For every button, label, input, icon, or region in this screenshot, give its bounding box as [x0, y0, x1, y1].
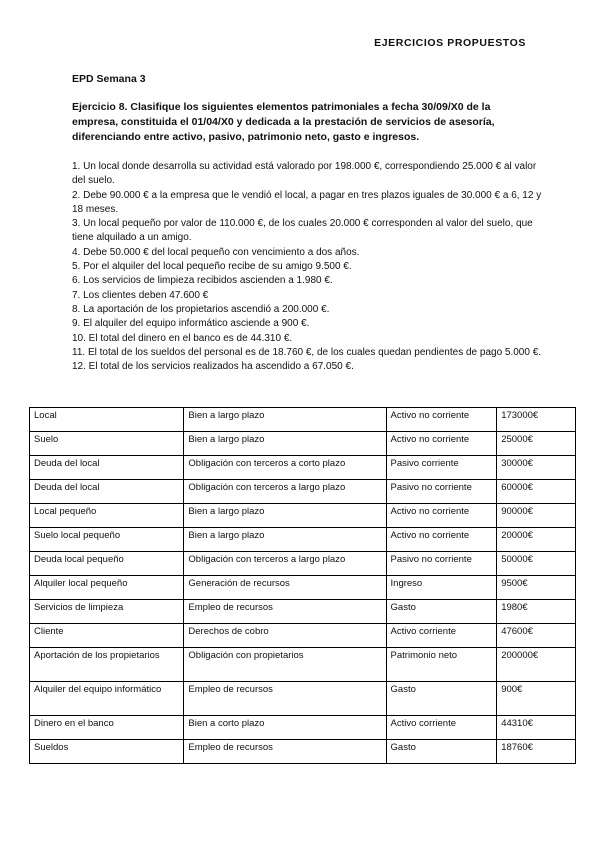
classification-cell: Activo no corriente — [386, 528, 497, 552]
week-label: EPD Semana 3 — [72, 73, 146, 85]
amount-cell: 1980€ — [497, 600, 576, 624]
list-item: 6. Los servicios de limpieza recibidos ascienden a 1.980 €. — [72, 275, 333, 287]
amount-cell: 18760€ — [497, 740, 576, 764]
table-row — [30, 682, 576, 716]
classification-table — [29, 407, 576, 764]
amount-cell: 25000€ — [497, 432, 576, 456]
description-cell: Bien a largo plazo — [184, 408, 386, 432]
amount-cell: 9500€ — [497, 576, 576, 600]
element-cell: Deuda del local — [30, 480, 184, 504]
exercise-statement: Ejercicio 8. Clasifique los siguientes elementos patrimoniales a fecha 30/09/X0 de la empresa, constituida el 01/04/X0 y dedicada a la prestación de servicios de asesoría, diferenciando entre activo, pasivo, patrimonio neto, gasto e ingresos. — [72, 101, 495, 143]
list-item: 2. Debe 90.000 € a la empresa que le vendió el local, a pagar en tres plazos iguales de 30.000 € a 6, 12 y 18 meses. — [72, 189, 542, 215]
amount-cell: 60000€ — [497, 480, 576, 504]
classification-cell: Gasto — [386, 600, 497, 624]
list-item: 10. El total del dinero en el banco es de 44.310 €. — [72, 332, 293, 344]
table-row — [30, 552, 576, 576]
description-cell: Bien a largo plazo — [184, 528, 386, 552]
element-cell: Servicios de limpieza — [30, 600, 184, 624]
table-row — [30, 528, 576, 552]
table-row — [30, 740, 576, 764]
list-item: 3. Un local pequeño por valor de 110.000 €, de los cuales 20.000 € corresponden al valor del suelo, que tiene alquilado a un amigo. — [72, 218, 533, 244]
table-row — [30, 408, 576, 432]
element-cell: Deuda del local — [30, 456, 184, 480]
element-cell: Local pequeño — [30, 504, 184, 528]
classification-cell: Ingreso — [386, 576, 497, 600]
description-cell: Obligación con terceros a largo plazo — [184, 480, 386, 504]
amount-cell: 44310€ — [497, 716, 576, 740]
list-item: 8. La aportación de los propietarios ascendió a 200.000 €. — [72, 303, 330, 315]
amount-cell: 47600€ — [497, 624, 576, 648]
page-header-title: EJERCICIOS PROPUESTOS — [374, 37, 526, 49]
table-row — [30, 576, 576, 600]
element-cell: Deuda local pequeño — [30, 552, 184, 576]
table-row — [30, 456, 576, 480]
table-row — [30, 504, 576, 528]
element-cell: Suelo — [30, 432, 184, 456]
amount-cell: 200000€ — [497, 648, 576, 682]
element-cell: Local — [30, 408, 184, 432]
element-cell: Alquiler del equipo informático — [30, 682, 184, 716]
element-cell: Cliente — [30, 624, 184, 648]
list-item: 4. Debe 50.000 € del local pequeño con vencimiento a dos años. — [72, 246, 360, 258]
description-cell: Empleo de recursos — [184, 600, 386, 624]
classification-cell: Activo corriente — [386, 716, 497, 740]
amount-cell: 50000€ — [497, 552, 576, 576]
description-cell: Derechos de cobro — [184, 624, 386, 648]
description-cell: Generación de recursos — [184, 576, 386, 600]
table-row — [30, 600, 576, 624]
amount-cell: 30000€ — [497, 456, 576, 480]
classification-cell: Activo no corriente — [386, 504, 497, 528]
amount-cell: 90000€ — [497, 504, 576, 528]
element-cell: Alquiler local pequeño — [30, 576, 184, 600]
description-cell: Obligación con propietarios — [184, 648, 386, 682]
classification-cell: Activo corriente — [386, 624, 497, 648]
description-cell: Empleo de recursos — [184, 740, 386, 764]
table-row — [30, 716, 576, 740]
list-item: 11. El total de los sueldos del personal es de 18.760 €, de los cuales quedan pendientes de pago 5.000 €. — [72, 346, 542, 358]
element-cell: Dinero en el banco — [30, 716, 184, 740]
classification-cell: Pasivo no corriente — [386, 480, 497, 504]
table-row — [30, 432, 576, 456]
description-cell: Bien a corto plazo — [184, 716, 386, 740]
list-item: 9. El alquiler del equipo informático asciende a 900 €. — [72, 318, 310, 330]
description-cell: Obligación con terceros a corto plazo — [184, 456, 386, 480]
amount-cell: 20000€ — [497, 528, 576, 552]
element-cell: Aportación de los propietarios — [30, 648, 184, 682]
list-item: 5. Por el alquiler del local pequeño recibe de su amigo 9.500 €. — [72, 261, 352, 273]
classification-cell: Gasto — [386, 682, 497, 716]
description-cell: Obligación con terceros a largo plazo — [184, 552, 386, 576]
element-cell: Suelo local pequeño — [30, 528, 184, 552]
description-cell: Bien a largo plazo — [184, 504, 386, 528]
classification-cell: Patrimonio neto — [386, 648, 497, 682]
classification-cell: Gasto — [386, 740, 497, 764]
amount-cell: 900€ — [497, 682, 576, 716]
table-row — [30, 648, 576, 682]
items-list — [72, 160, 542, 374]
description-cell: Empleo de recursos — [184, 682, 386, 716]
classification-cell: Pasivo no corriente — [386, 552, 497, 576]
list-item: 12. El total de los servicios realizados ha ascendido a 67.050 €. — [72, 361, 354, 373]
classification-cell: Pasivo corriente — [386, 456, 497, 480]
classification-cell: Activo no corriente — [386, 432, 497, 456]
table-row — [30, 480, 576, 504]
list-item: 7. Los clientes deben 47.600 € — [72, 289, 209, 301]
table-row — [30, 624, 576, 648]
list-item: 1. Un local donde desarrolla su actividad está valorado por 198.000 €, correspondiendo 25.000 € al valor del suelo. — [72, 161, 537, 187]
amount-cell: 173000€ — [497, 408, 576, 432]
classification-cell: Activo no corriente — [386, 408, 497, 432]
element-cell: Sueldos — [30, 740, 184, 764]
description-cell: Bien a largo plazo — [184, 432, 386, 456]
